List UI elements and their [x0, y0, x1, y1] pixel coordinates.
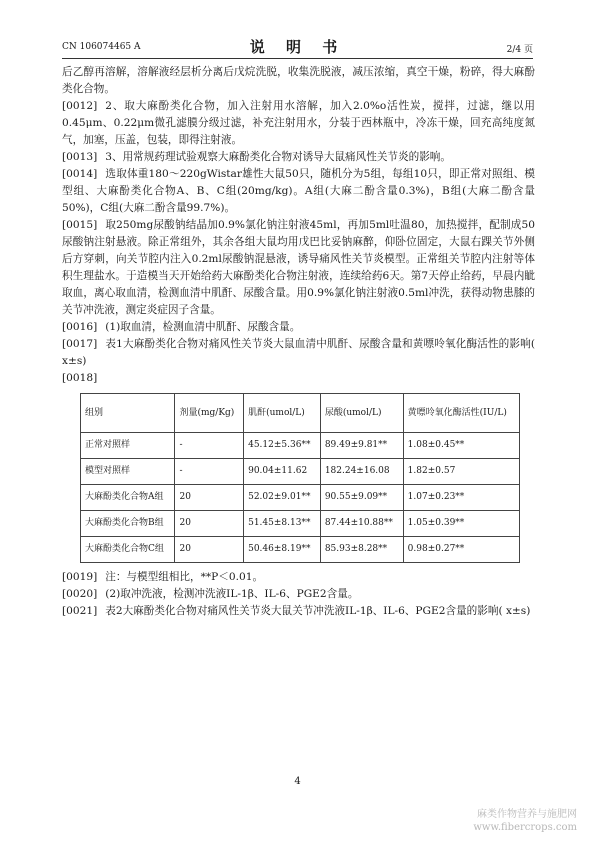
- document-title: 说 明 书: [249, 38, 346, 56]
- paragraph-0017: [0017] 表1大麻酚类化合物对痛风性关节炎大鼠血清中肌酐、尿酸含量和黄嘌呤氧化酶活性的影响( x±s): [62, 338, 535, 367]
- table-row: [81, 537, 520, 563]
- patent-number: CN 106074465 A: [62, 42, 141, 52]
- table-cell: -: [175, 459, 244, 485]
- watermark-line-1: 麻类作物营养与施肥网: [477, 809, 577, 820]
- paragraph-0012: [0012] 2、取大麻酚类化合物，加入注射用水溶解，加入2.0%o活性炭，搅拌，过滤，继以用0.45μm、0.22μm微孔滤膜分级过滤，补充注射用水，分装于西林瓶中，冷冻干燥，回充高纯度氮气，加塞，压盖，包装，即得注射液。: [62, 100, 535, 146]
- paragraph-0015: [0015] 取250mg尿酸钠结晶加0.9%氯化钠注射液45ml，再加5ml吐温80，加热搅拌，配制成50尿酸钠注射悬液。除正常组外，其余各组大鼠均用戊巴比妥钠麻醉，仰卧位固定，大鼠右踝关节外侧后方穿刺，向关节腔内注入0.2ml尿酸钠混悬液，诱导痛风性关节炎模型。正常组关节腔内注射等体积生理盐水。于造模当天开始给药大麻酚类化合物注射液，连续给药6天。第7天停止给药，早晨内眦取血，离心取血清，检测血清中肌酐、尿酸含量。用0.9%氯化钠注射液0.5ml冲洗，获得动物患膝的关节冲洗液，测定炎症因子含量。: [62, 219, 535, 316]
- table-cell: 大麻酚类化合物C组: [81, 537, 175, 563]
- col-header-creatinine: 肌酐(umol/L): [244, 394, 321, 433]
- table-cell: 大麻酚类化合物B组: [81, 511, 175, 537]
- table-cell: 正常对照样: [81, 433, 175, 459]
- table-cell: 1.82±0.57: [403, 459, 519, 485]
- table-cell: 182.24±16.08: [320, 459, 403, 485]
- table-cell: 51.45±8.13**: [244, 511, 321, 537]
- paragraph-0016: [0016] (1)取血清，检测血清中肌酐、尿酸含量。: [62, 321, 301, 333]
- col-header-uric-acid: 尿酸(umol/L): [320, 394, 403, 433]
- table-cell: 90.55±9.09**: [320, 485, 403, 511]
- watermark: [473, 808, 577, 834]
- table-cell: 大麻酚类化合物A组: [81, 485, 175, 511]
- table-cell: 50.46±8.19**: [244, 537, 321, 563]
- paragraph-0019: [0019] 注：与模型组相比，**P＜0.01。: [62, 571, 264, 583]
- table-cell: 20: [175, 485, 244, 511]
- paragraph-0018: [0018]: [62, 372, 98, 384]
- paragraph-0021: [0021] 表2大麻酚类化合物对痛风性关节炎大鼠关节冲洗液IL-1β、IL-6、PGE2含量的影响( x±s): [62, 605, 531, 617]
- paragraph-0020: [0020] (2)取冲洗液，检测冲洗液IL-1β、IL-6、PGE2含量。: [62, 588, 359, 600]
- table-cell: -: [175, 433, 244, 459]
- page-info: 2/4 页: [506, 45, 533, 55]
- paragraph-0013: [0013] 3、用常规药理试验观察大麻酚类化合物对诱导大鼠痛风性关节炎的影响。: [62, 151, 451, 163]
- table-row: [81, 511, 520, 537]
- table-cell: 1.07±0.23**: [403, 485, 519, 511]
- table-header-row: [81, 394, 520, 433]
- document-body: [62, 64, 535, 620]
- table-cell: 45.12±5.36**: [244, 433, 321, 459]
- table-row: [81, 433, 520, 459]
- table-cell: 1.05±0.39**: [403, 511, 519, 537]
- table-cell: 90.04±11.62: [244, 459, 321, 485]
- table-cell: 0.98±0.27**: [403, 537, 519, 563]
- col-header-xanthine-oxidase: 黄嘌呤氧化酶活性(IU/L): [403, 394, 519, 433]
- table-cell: 20: [175, 511, 244, 537]
- page-header: [62, 36, 533, 59]
- paragraph-0014: [0014] 选取体重180～220gWistar雄性大鼠50只，随机分为5组，每组10只，即正常对照组、模型组、大麻酚类化合物A、B、C组(20mg/kg)。A组(大麻二酚含量0.3%)，B组(大麻二酚含量50%)，C组(大麻二酚含量99.7%)。: [62, 168, 535, 214]
- paragraph-0011-cont: 后乙醇再溶解，溶解液经层析分离后戊烷洗脱，收集洗脱液，减压浓缩，真空干燥，粉碎，得大麻酚类化合物。: [62, 66, 535, 95]
- table-cell: 模型对照样: [81, 459, 175, 485]
- watermark-line-2: www.fibercrops.com: [473, 822, 577, 833]
- table-cell: 20: [175, 537, 244, 563]
- table-cell: 87.44±10.88**: [320, 511, 403, 537]
- table-cell: 85.93±8.28**: [320, 537, 403, 563]
- table-row: [81, 459, 520, 485]
- col-header-group: 组别: [81, 394, 175, 433]
- col-header-dose: 剂量(mg/Kg): [175, 394, 244, 433]
- table-cell: 1.08±0.45**: [403, 433, 519, 459]
- data-table-1: [80, 393, 520, 563]
- table-cell: 89.49±9.81**: [320, 433, 403, 459]
- table-cell: 52.02±9.01**: [244, 485, 321, 511]
- page-number: 4: [294, 776, 301, 787]
- table-row: [81, 485, 520, 511]
